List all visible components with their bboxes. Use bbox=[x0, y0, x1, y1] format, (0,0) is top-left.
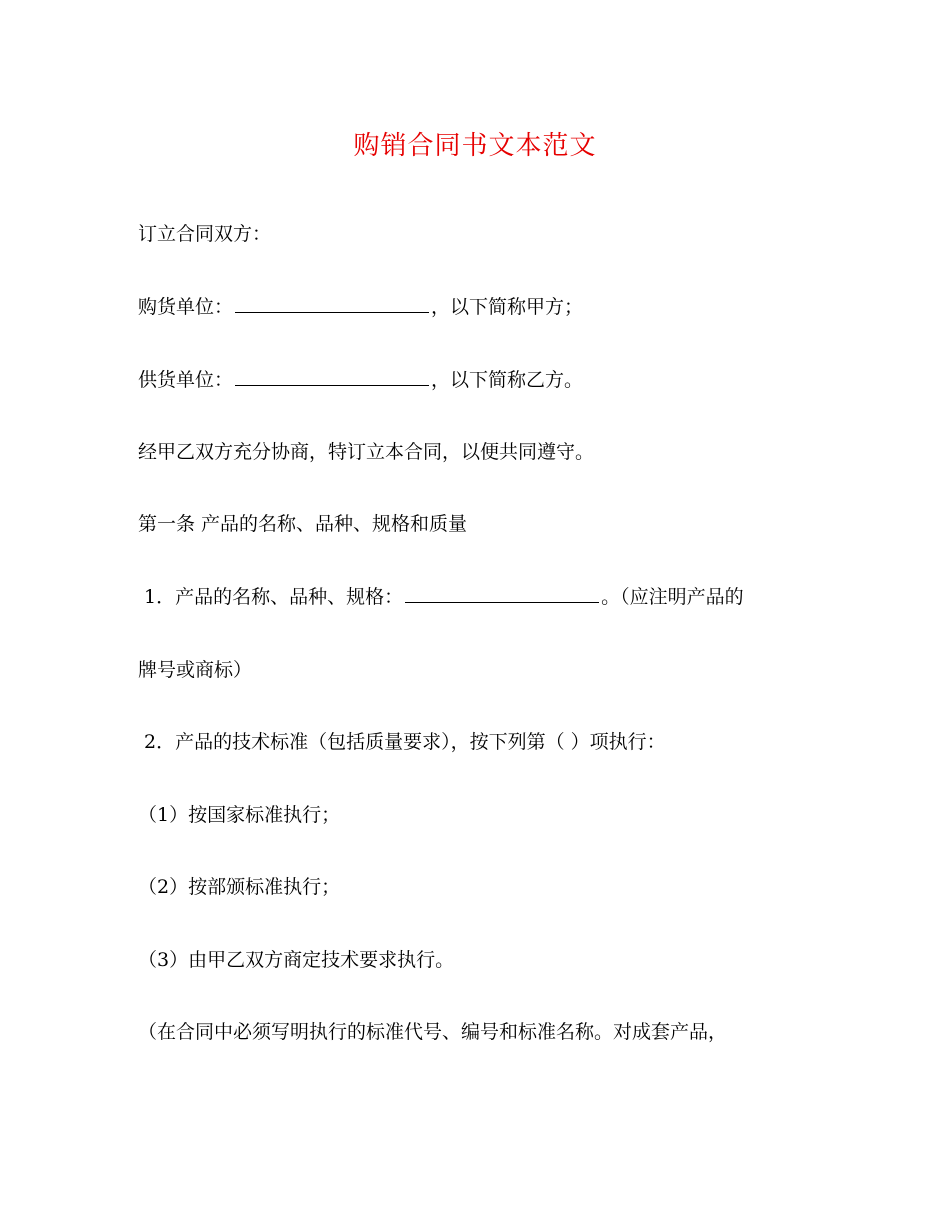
buyer-line bbox=[138, 292, 838, 322]
item-1-suffix: 。（应注明产品的 bbox=[601, 586, 744, 608]
option-3: （3）由甲乙双方商定技术要求执行。 bbox=[138, 949, 455, 971]
option-2: （2）按部颁标准执行； bbox=[138, 876, 341, 898]
document-title: 购销合同书文本范文 bbox=[353, 131, 597, 161]
item-1-prefix: 1．产品的名称、品种、规格： bbox=[144, 586, 404, 608]
item-1-line bbox=[144, 582, 844, 612]
parties-heading: 订立合同双方： bbox=[138, 223, 272, 245]
item-1-continuation: 牌号或商标） bbox=[138, 659, 253, 681]
article-1-heading: 第一条 产品的名称、品种、规格和质量 bbox=[138, 513, 468, 535]
supplier-blank-field bbox=[235, 365, 429, 386]
supplier-line bbox=[138, 365, 838, 395]
option-1: （1）按国家标准执行； bbox=[138, 804, 341, 826]
buyer-label: 购货单位： bbox=[138, 296, 234, 318]
standards-note: （在合同中必须写明执行的标准代号、编号和标准名称。对成套产品， bbox=[138, 1021, 728, 1043]
item-2-line: 2．产品的技术标准（包括质量要求），按下列第（ ）项执行： bbox=[144, 731, 666, 753]
supplier-suffix: ，以下简称乙方。 bbox=[431, 369, 584, 391]
buyer-suffix: ，以下简称甲方； bbox=[431, 296, 584, 318]
agreement-statement: 经甲乙双方充分协商，特订立本合同，以便共同遵守。 bbox=[138, 441, 595, 463]
supplier-label: 供货单位： bbox=[138, 369, 234, 391]
item-1-blank-field bbox=[405, 582, 599, 603]
buyer-blank-field bbox=[235, 292, 429, 313]
